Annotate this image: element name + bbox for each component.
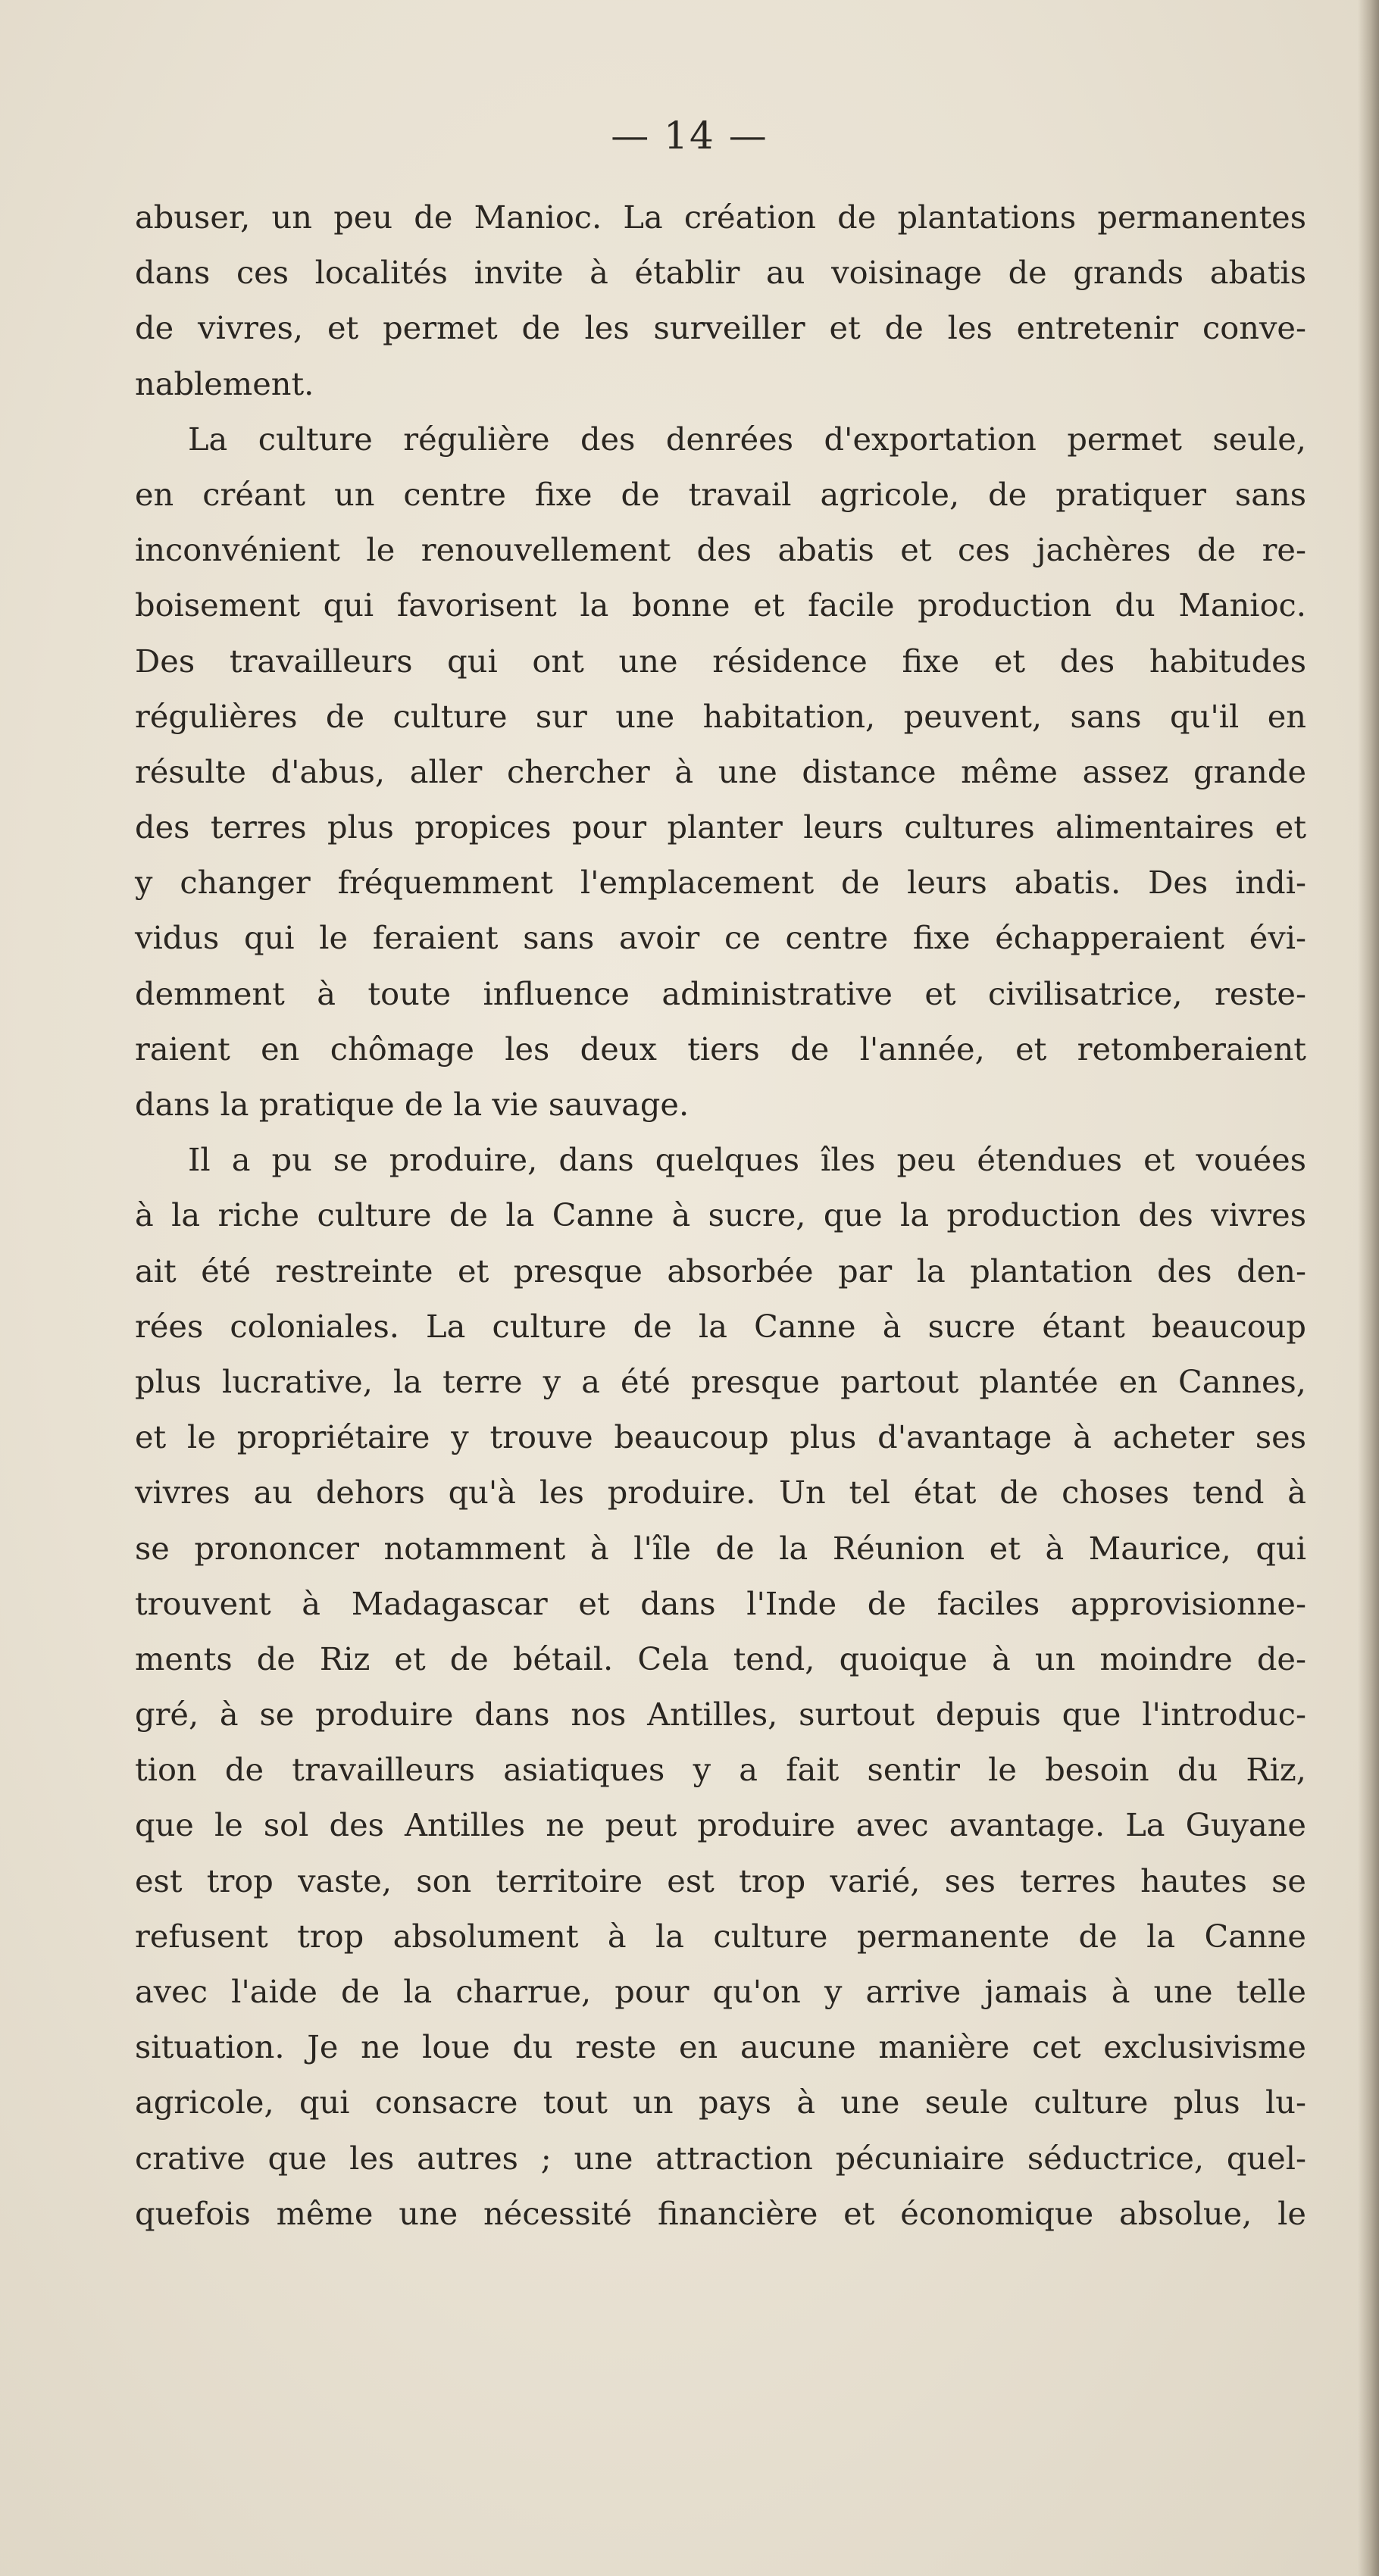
text-line: vivres au dehors qu'à les produire. Un tel état de choses tend à [135,1474,1306,1512]
text-line: de vivres, et permet de les surveiller et de les entretenir conve- [135,309,1306,347]
text-line: des terres plus propices pour planter leurs cultures alimentaires et [135,808,1306,846]
text-line: boisement qui favorisent la bonne et facile production du Manioc. [135,586,1306,624]
text-line: La culture régulière des denrées d'exportation permet seule, [188,420,1306,458]
text-line: et le propriétaire y trouve beaucoup plus d'avantage à acheter ses [135,1418,1306,1456]
text-line: est trop vaste, son territoire est trop varié, ses terres hautes se [135,1862,1306,1899]
text-line: Des travailleurs qui ont une résidence fixe et des habitudes [135,642,1306,680]
text-line: dans ces localités invite à établir au voisinage de grands abatis [135,254,1306,292]
text-line: résulte d'abus, aller chercher à une distance même assez grande [135,752,1306,790]
text-line: abuser, un peu de Manioc. La création de plantations permanentes [135,199,1306,236]
text-line: ait été restreinte et presque absorbée par la plantation des den- [135,1252,1306,1290]
page-edge-shadow [1358,0,1379,2576]
text-line: situation. Je ne loue du reste en aucune manière cet exclusivisme [135,2028,1306,2066]
text-line: dans la pratique de la vie sauvage. [135,1086,690,1123]
text-line: y changer fréquemment l'emplacement de leurs abatis. Des indi- [135,864,1306,902]
text-line: nablement. [135,364,314,402]
text-line: tion de travailleurs asiatiques y a fait sentir le besoin du Riz, [135,1751,1306,1789]
text-line: gré, à se produire dans nos Antilles, surtout depuis que l'introduc- [135,1696,1306,1733]
text-line: demment à toute influence administrative et civilisatrice, reste- [135,974,1306,1012]
body-text [135,189,1306,2241]
text-line: trouvent à Madagascar et dans l'Inde de faciles approvisionne- [135,1584,1306,1622]
text-line: inconvénient le renouvellement des abatis et ces jachères de re- [135,531,1306,569]
page-number: — 14 — [611,114,768,158]
text-line: agricole, qui consacre tout un pays à une seule culture plus lu- [135,2084,1306,2121]
text-line: que le sol des Antilles ne peut produire avec avantage. La Guyane [135,1806,1306,1844]
text-line: régulières de culture sur une habitation, peuvent, sans qu'il en [135,697,1306,735]
text-line: Il a pu se produire, dans quelques îles peu étendues et vouées [188,1141,1306,1179]
text-line: rées coloniales. La culture de la Canne à sucre étant beaucoup [135,1307,1306,1345]
text-line: se prononcer notamment à l'île de la Réunion et à Maurice, qui [135,1529,1306,1567]
text-line: plus lucrative, la terre y a été presque partout plantée en Cannes, [135,1362,1306,1400]
text-line: crative que les autres ; une attraction pécuniaire séductrice, quel- [135,2139,1306,2177]
text-line: quefois même une nécessité financière et économique absolue, le [135,2194,1306,2232]
text-line: avec l'aide de la charrue, pour qu'on y arrive jamais à une telle [135,1973,1306,2010]
text-line: à la riche culture de la Canne à sucre, que la production des vivres [135,1196,1306,1234]
text-line: ments de Riz et de bétail. Cela tend, quoique à un moindre de- [135,1640,1306,1677]
text-line: vidus qui le feraient sans avoir ce centre fixe échapperaient évi- [135,919,1306,957]
text-line: en créant un centre fixe de travail agricole, de pratiquer sans [135,475,1306,513]
text-line: refusent trop absolument à la culture permanente de la Canne [135,1917,1306,1955]
text-line: raient en chômage les deux tiers de l'année, et retomberaient [135,1030,1306,1068]
